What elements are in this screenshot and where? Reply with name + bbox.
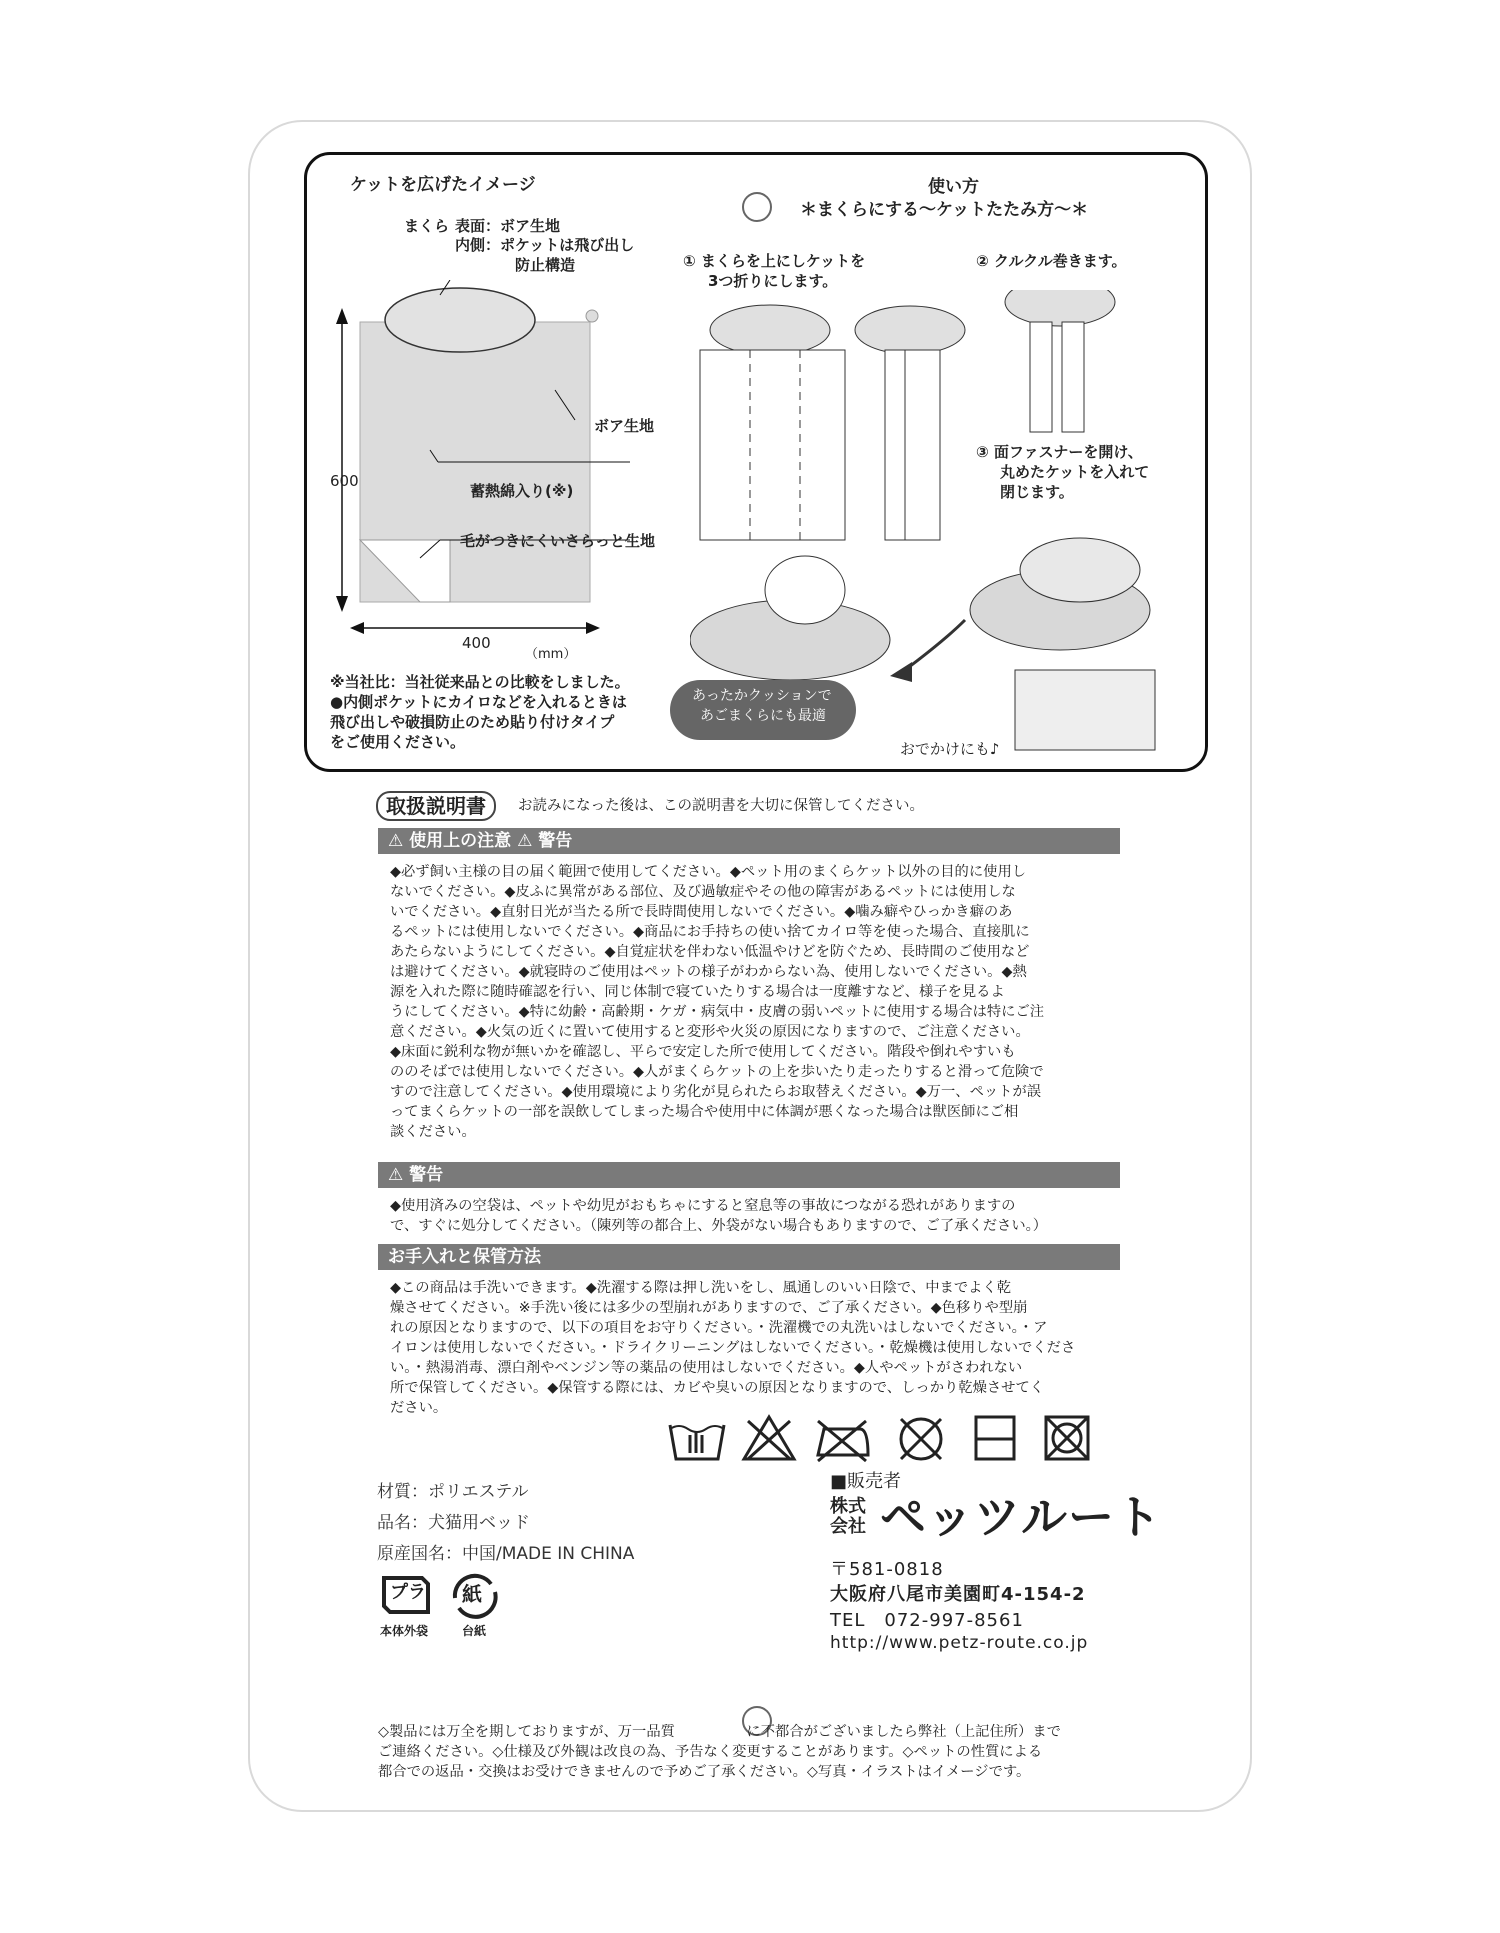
care-line: ◆この商品は手洗いできます。◆洗濯する際は押し洗いをし、風通しのいい日陰で、中までよく乾 [390, 1280, 1012, 1296]
origin-info: 原産国名：中国/MADE IN CHINA [377, 1544, 635, 1564]
paper-label: 台紙 [462, 1624, 487, 1638]
width-value: 400 [462, 634, 491, 652]
note-1: ※当社比：当社従来品との比較をしました。 [330, 673, 630, 691]
smooth-label: 毛がつきにくいさらっと生地 [460, 532, 656, 550]
inner-label-2: 防止構造 [515, 256, 576, 274]
paper-mark: 紙 [462, 1582, 482, 1606]
caution-text [390, 862, 1110, 1142]
care-line: 所で保管してください。◆保管する際には、カビや臭いの原因となりますので、しっかり乾燥させてく [390, 1380, 1045, 1396]
caution-line: うにしてください。◆特に幼齢・高齢期・ケガ・病気中・皮膚の弱いペットに使用する場合は特にご注 [390, 1004, 1045, 1020]
height-value: 600 [330, 472, 359, 490]
caution-line: ないでください。◆皮ふに異常がある部位、及び過敏症やその他の障害があるペットには使用しな [390, 884, 1016, 900]
bubble-line1: あったかクッションで [692, 688, 832, 704]
footer-text [378, 1722, 1128, 1782]
left-heading: ケットを広げたイメージ [350, 175, 536, 195]
step2-label: ② クルクル巻きます。 [976, 252, 1127, 270]
plastic-label: 本体外袋 [380, 1624, 429, 1638]
warning-line: で、すぐに処分してください。（陳列等の都合上、外袋がない場合もありますので、ご了承ください。） [390, 1218, 1048, 1234]
manual-subtitle: お読みになった後は、この説明書を大切に保管してください。 [518, 798, 924, 814]
unit-label: （mm） [525, 647, 577, 662]
pillow-label: まくら [404, 217, 450, 235]
no-tumble-dry-icon [1042, 1413, 1092, 1463]
blanket-diagram [330, 280, 630, 650]
step1-line1: ① まくらを上にしケットを [683, 252, 866, 270]
surface-label: 表面：ボア生地 [455, 217, 561, 235]
seller-label: ■販売者 [830, 1471, 902, 1492]
caution-line: いでください。◆直射日光が当たる所で長時間使用しないでください。◆噛み癖やひっかき癖のあ [390, 904, 1013, 920]
care-text [390, 1278, 1110, 1418]
flat-dry-icon [972, 1413, 1018, 1463]
footer-line: ご連絡ください。◇仕様及び外観は改良の為、予告なく変更することがあります。◇ペットの性質による [378, 1744, 1043, 1760]
hand-wash-icon [666, 1415, 728, 1465]
care-line: イロンは使用しないでください。・ドライクリーニングはしないでください。・乾燥機は使用しないでくださ [390, 1340, 1076, 1356]
care-line: 燥させてください。※手洗い後には多少の型崩れがありますので、ご了承ください。◆色移りや型崩 [390, 1300, 1028, 1316]
note-2: ●内側ポケットにカイロなどを入れるときは [330, 693, 627, 711]
warning-text [390, 1196, 1110, 1236]
right-heading: 使い方 [928, 177, 979, 197]
caution-line: あたらないようにしてください。◆自覚症状を伴わない低温やけどを防ぐため、長時間のご使用など [390, 944, 1030, 960]
caution-line: ◆必ず飼い主様の目の届く範囲で使用してください。◆ペット用のまくらケット以外の目的に使用し [390, 864, 1027, 880]
step3-line2: 丸めたケットを入れて [1000, 463, 1150, 481]
plastic-mark: プラ [390, 1582, 426, 1603]
material-info: 材質：ポリエステル [377, 1482, 529, 1502]
step3-line3: 閉じます。 [1000, 483, 1074, 501]
no-iron-icon [812, 1415, 872, 1463]
caution-line: ◆床面に鋭利な物が無いかを確認し、平らで安定した所で使用してください。階段や倒れやすいも [390, 1044, 1016, 1060]
care-bar: お手入れと保管方法 [378, 1244, 1120, 1270]
caution-line: ってまくらケットの一部を誤飲してしまった場合や使用中に体調が悪くなった場合は獣医師にご相 [390, 1104, 1019, 1120]
inner-label: 内側：ポケットは飛び出し [455, 236, 635, 254]
caution-line: すので注意してください。◆使用環境により劣化が見られたらお取替えください。◆万一、ペットが誤 [390, 1084, 1042, 1100]
no-dryclean-icon [895, 1413, 947, 1465]
seller-postal: 〒581-0818 [830, 1559, 944, 1580]
footer-line: ◇製品には万全を期しておりますが、万一品質 に不都合がございましたら弊社（上記住所）まで [378, 1724, 1061, 1740]
seller-address: 大阪府八尾市美園町4-154-2 [830, 1584, 1086, 1605]
care-line: い。・熱湯消毒、漂白剤やベンジン等の薬品の使用はしないでください。◆人やペットがさわれない [390, 1360, 1023, 1376]
warning-bar: ⚠ 警告 [378, 1162, 1120, 1188]
no-bleach-icon [740, 1413, 798, 1463]
caution-line: るペットには使用しないでください。◆商品にお手持ちの使い捨てカイロ等を使った場合、直接肌に [390, 924, 1030, 940]
caution-line: 意ください。◆火気の近くに置いて使用すると変形や火災の原因になりますので、ご注意ください。 [390, 1024, 1030, 1040]
care-line: れの原因となりますので、以下の項目をお守りください。・洗濯機での丸洗いはしないでください。・ア [390, 1320, 1048, 1336]
caution-bar: ⚠ 使用上の注意 ⚠ 警告 [378, 828, 1120, 854]
manual-title: 取扱説明書 [376, 791, 496, 821]
outing-label: おでかけにも♪ [900, 740, 1000, 758]
note-3: 飛び出しや破損防止のため貼り付けタイプ [330, 713, 615, 731]
note-4: をご使用ください。 [330, 733, 466, 751]
product-name-info: 品名：犬猫用ベッド [377, 1513, 530, 1533]
pillow-shape [385, 288, 535, 352]
caution-line: 談ください。 [390, 1124, 476, 1140]
step1-line2: 3つ折りにします。 [708, 272, 838, 290]
boa-label: ボア生地 [594, 417, 655, 435]
thermal-label: 蓄熱綿入り(※) [470, 482, 574, 500]
care-line: ださい。 [390, 1400, 448, 1416]
warning-line: ◆使用済みの空袋は、ペットや幼児がおもちゃにすると窒息等の事故につながる恐れがありますの [390, 1198, 1016, 1214]
caution-line: ののそばでは使用しないでください。◆人がまくらケットの上を歩いたり走ったりすると滑って危険で [390, 1064, 1044, 1080]
footer-line: 都合での返品・交換はお受けできませんので予めご了承ください。◇写真・イラストはイメージです。 [378, 1764, 1031, 1780]
caution-line: は避けてください。◆就寝時のご使用はペットの様子がわからない為、使用しないでください。◆熱 [390, 964, 1027, 980]
bubble-line2: あごまくらにも最適 [700, 708, 826, 724]
step3-line1: ③ 面ファスナーを開け、 [976, 443, 1143, 461]
seller-url[interactable]: http://www.petz-route.co.jp [830, 1633, 1089, 1653]
brand-logo: ペッツルート [880, 1490, 1162, 1544]
caution-line: 源を入れた際に随時確認を行い、同じ体制で寝ていたりする場合は一度離すなど、様子を見るよ [390, 984, 1005, 1000]
right-subheading: ＊まくらにする～ケットたたみ方～＊ [800, 200, 1089, 220]
seller-corp: 株式会社 [830, 1496, 866, 1537]
seller-tel: TEL 072-997-8561 [830, 1610, 1024, 1631]
